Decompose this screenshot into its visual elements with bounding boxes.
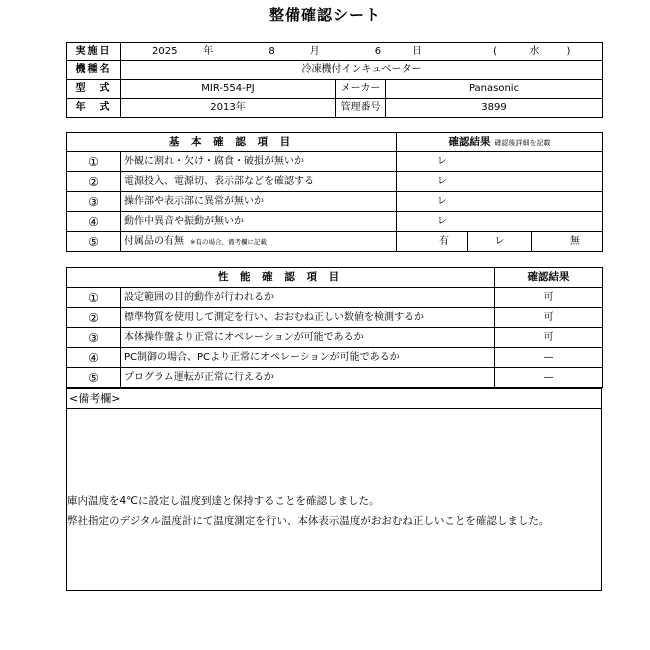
day-value: 6 bbox=[374, 45, 382, 57]
basic-result-title: 確認結果 bbox=[448, 135, 491, 148]
check-mark: レ bbox=[397, 212, 603, 232]
accessories-text: 付属品の有無 bbox=[124, 235, 184, 247]
date-label: 実施日 bbox=[67, 43, 121, 61]
row-number: ⑤ bbox=[67, 368, 121, 388]
model-name-value: 冷凍機付インキュベーター bbox=[121, 61, 603, 80]
row-number: ② bbox=[67, 308, 121, 328]
check-item-text: プログラム運転が正常に行えるか bbox=[121, 368, 495, 388]
check-mark: レ bbox=[397, 152, 603, 172]
check-result: — bbox=[495, 348, 603, 368]
year-value: 2025 bbox=[152, 45, 178, 57]
management-number-label: 管理番号 bbox=[336, 99, 386, 118]
check-item-text: PC制御の場合、PCより正常にオペレーションが可能であるか bbox=[121, 348, 495, 368]
check-mark: レ bbox=[397, 172, 603, 192]
check-result: 可 bbox=[495, 308, 603, 328]
month-value: 8 bbox=[268, 45, 275, 57]
weekday-open: ( bbox=[493, 45, 498, 57]
check-item-text: 操作部や表示部に異常が無いか bbox=[121, 192, 397, 212]
table-row bbox=[67, 288, 603, 308]
type-value: MIR-554-PJ bbox=[121, 80, 336, 99]
accessories-note: ※有の場合、備考欄に記載 bbox=[190, 237, 267, 246]
maker-label: メーカー bbox=[336, 80, 386, 99]
table-row bbox=[67, 172, 603, 192]
table-row bbox=[67, 308, 603, 328]
check-item-text: 外観に割れ・欠け・腐食・破損が無いか bbox=[121, 152, 397, 172]
table-row bbox=[67, 368, 603, 388]
maker-value: Panasonic bbox=[386, 80, 603, 99]
option-no: 無 bbox=[532, 232, 603, 252]
performance-result-header: 確認結果 bbox=[495, 268, 603, 288]
check-mark: レ bbox=[468, 232, 532, 252]
row-number: ② bbox=[67, 172, 121, 192]
table-row bbox=[67, 232, 603, 252]
year-unit: 年 bbox=[203, 45, 214, 57]
year-model-label: 年 式 bbox=[67, 99, 121, 118]
table-row bbox=[67, 192, 603, 212]
year-model-value: 2013年 bbox=[121, 99, 336, 118]
check-result: 可 bbox=[495, 328, 603, 348]
weekday-close: ) bbox=[566, 45, 571, 57]
row-number: ⑤ bbox=[67, 232, 121, 252]
option-yes: 有 bbox=[397, 232, 468, 252]
table-row bbox=[67, 212, 603, 232]
check-item-text: 標準物質を使用して測定を行い、おおむね正しい数値を検測するか bbox=[121, 308, 495, 328]
page-title: 整備確認シート bbox=[268, 6, 381, 24]
performance-check-table bbox=[66, 267, 603, 388]
basic-check-table bbox=[66, 132, 603, 252]
equipment-info-table bbox=[66, 42, 603, 118]
management-number-value: 3899 bbox=[386, 99, 603, 118]
row-number: ③ bbox=[67, 328, 121, 348]
model-name-label: 機種名 bbox=[67, 61, 121, 80]
row-number: ④ bbox=[67, 212, 121, 232]
month-unit: 月 bbox=[309, 45, 320, 57]
remarks-line-2: 弊社指定のデジタル温度計にて温度測定を行い、本体表示温度がおおむね正しいことを確認しました。 bbox=[67, 515, 550, 527]
basic-result-header bbox=[397, 133, 603, 152]
row-number: ③ bbox=[67, 192, 121, 212]
check-item-text: 電源投入、電源切、表示部などを確認する bbox=[121, 172, 397, 192]
remarks-box bbox=[66, 388, 602, 591]
table-row bbox=[67, 348, 603, 368]
check-mark: レ bbox=[397, 192, 603, 212]
remarks-header: <備考欄> bbox=[67, 389, 601, 409]
day-unit: 日 bbox=[411, 45, 422, 57]
basic-result-note: 確認後詳細を記載 bbox=[494, 138, 551, 147]
row-number: ① bbox=[67, 288, 121, 308]
performance-check-header: 性 能 確 認 項 目 bbox=[67, 268, 495, 288]
date-value bbox=[121, 43, 603, 61]
table-row bbox=[67, 152, 603, 172]
check-result: — bbox=[495, 368, 603, 388]
basic-check-header: 基 本 確 認 項 目 bbox=[67, 133, 397, 152]
row-number: ④ bbox=[67, 348, 121, 368]
check-result: 可 bbox=[495, 288, 603, 308]
row-number: ① bbox=[67, 152, 121, 172]
table-row bbox=[67, 328, 603, 348]
check-item-text: 動作中異音や振動が無いか bbox=[121, 212, 397, 232]
check-item-text: 設定範囲の目的動作が行われるか bbox=[121, 288, 495, 308]
check-item-text: 本体操作盤より正常にオペレーションが可能であるか bbox=[121, 328, 495, 348]
type-label: 型 式 bbox=[67, 80, 121, 99]
weekday-value: 水 bbox=[529, 45, 540, 57]
remarks-line-1: 庫内温度を4℃に設定し温度到達と保持することを確認しました。 bbox=[67, 495, 380, 507]
check-item-text bbox=[121, 232, 397, 252]
